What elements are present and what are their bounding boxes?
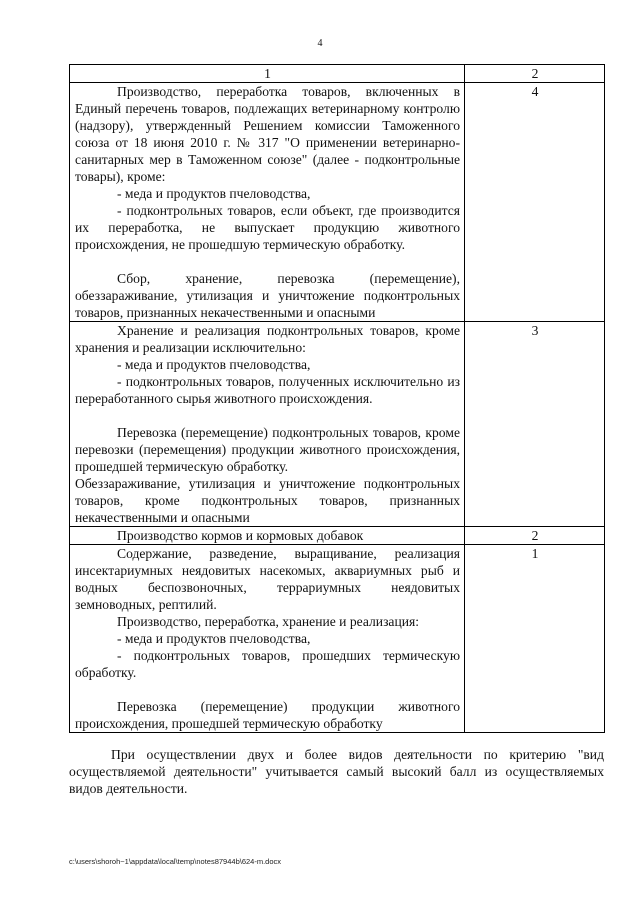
activity-paragraph: Производство, переработка, хранение и реализация: <box>117 614 420 629</box>
activity-paragraph: Производство, переработка товаров, включенных в Единый перечень товаров, подлежащих ветеринарному контролю (надзору), утвержденный Решением комиссии Таможенного союза от 18 июня 2010 г. № 317 "О применении ветеринарно-санитарных мер в Таможенном союзе" (далее - подконтрольные товары), кроме: <box>75 84 460 184</box>
column-header-score: 2 <box>465 65 605 83</box>
table-row <box>70 83 605 322</box>
activity-paragraph: - меда и продуктов пчеловодства, <box>117 631 311 646</box>
activity-paragraph: - подконтрольных товаров, прошедших термическую обработку. <box>75 648 460 680</box>
scoring-note: При осуществлении двух и более видов деятельности по критерию "вид осуществляемой деятельности" учитывается самый высокий балл из осуществляемых видов деятельности. <box>69 747 604 796</box>
activity-paragraph: - меда и продуктов пчеловодства, <box>117 186 311 201</box>
table-header-row <box>70 65 605 83</box>
page-number: 4 <box>317 38 323 49</box>
table-row <box>70 322 605 527</box>
activity-paragraph: - меда и продуктов пчеловодства, <box>117 357 311 372</box>
activity-paragraph: - подконтрольных товаров, полученных исключительно из переработанного сырья животного происхождения. <box>75 374 460 406</box>
activity-paragraph: Содержание, разведение, выращивание, реализация инсектариумных неядовитых насекомых, аквариумных рыб и водных беспозвоночных, террариумных неядовитых земноводных, рептилий. <box>75 546 460 612</box>
criteria-table <box>69 64 605 733</box>
activity-paragraph: Производство кормов и кормовых добавок <box>117 528 364 543</box>
table-row <box>70 527 605 545</box>
activity-cell <box>70 545 465 733</box>
activity-paragraph: Сбор, хранение, перевозка (перемещение), обеззараживание, утилизация и уничтожение подконтрольных товаров, признанных некачественными и опасными <box>75 271 460 320</box>
activity-paragraph: Хранение и реализация подконтрольных товаров, кроме хранения и реализации исключительно: <box>75 323 460 355</box>
activity-paragraph: Перевозка (перемещение) продукции животного происхождения, прошедшей термическую обработку <box>75 699 460 731</box>
activity-paragraph: Обеззараживание, утилизация и уничтожение подконтрольных товаров, кроме подконтрольных товаров, признанных некачественными и опасными <box>75 476 460 525</box>
activity-paragraph: Перевозка (перемещение) подконтрольных товаров, кроме перевозки (перемещения) продукции животного происхождения, прошедшей термическую обработку. <box>75 425 460 474</box>
column-header-activity: 1 <box>70 65 465 83</box>
score-cell: 3 <box>465 322 605 527</box>
score-cell: 2 <box>465 527 605 545</box>
activity-cell <box>70 527 465 545</box>
score-cell: 4 <box>465 83 605 322</box>
activity-cell <box>70 322 465 527</box>
activity-cell <box>70 83 465 322</box>
file-path-footer: c:\users\shoroh~1\appdata\local\temp\notes87944b\624-m.docx <box>69 857 282 866</box>
table-row <box>70 545 605 733</box>
activity-paragraph: - подконтрольных товаров, если объект, где производится их переработка, не выпускает продукцию животного происхождения, не прошедшую термическую обработку. <box>75 203 460 252</box>
score-cell: 1 <box>465 545 605 733</box>
